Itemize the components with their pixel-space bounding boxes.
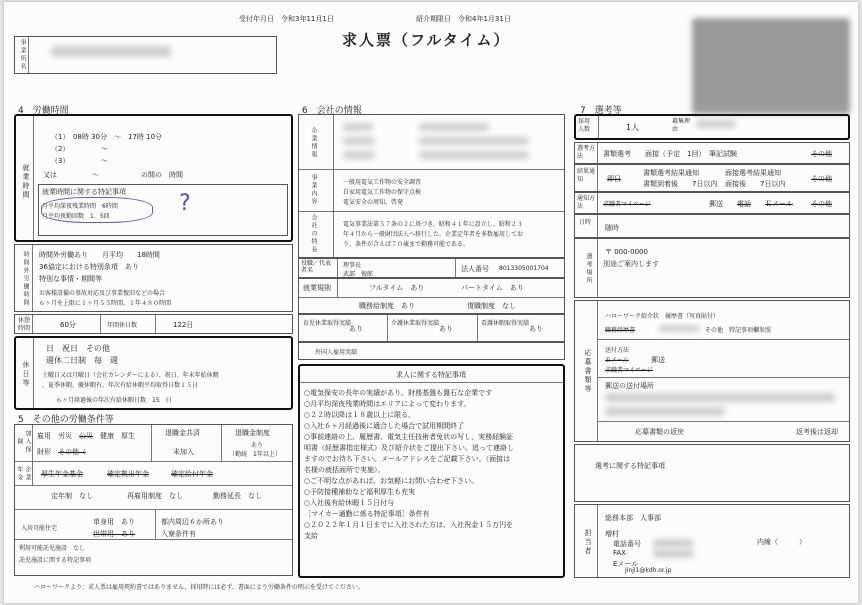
section-7-title: 7 選考等 bbox=[580, 106, 622, 116]
company-info-box: 企業情報 事業内容 一般用電気工作物の安全調査 自家用電気工作物の保守点検 電気安全の周知、啓発 会社の特長 電気事業法第５７条の２に基づき、昭和４１年に設立し、昭和２３ 年４月から一般財団法人へ移行した。企業定年者を多数雇用してお り、条件が合えば７０歳まで勤務可能である。 bbox=[298, 114, 565, 258]
page-title: 求人票（フルタイム） bbox=[342, 31, 511, 49]
holidays-box: 休日等 日 祝日 その他 週休二日制 毎 週 土曜日又は月曜日（会社カレンダーによる）、祝日、年末年始休暇 、夏季休暇、慶休暇有、年次有給休暇平均取得日数１５日 ６ヶ月経過後の年次有給休暇日数 15 日 bbox=[14, 336, 293, 410]
hire-count-box: 採用人数 1人 募集理由 bbox=[574, 114, 850, 140]
section-6-title: 6 会社の情報 bbox=[302, 106, 362, 116]
application-docs-box: 応募書類等 ハローワーク紹介状 履歴書（写真貼付） 職務経歴書 その他 特記事項欄参照 送付方法 Ｅメール 郵送 求職者マイページ 郵送の送付場所 応募書類の返戻 返考後は返却 bbox=[574, 300, 850, 442]
hours-special-box: 就業時間に関する特記事項 月平均深夜残業時間 6時間 月平均夜勤回数 1．5回 ? bbox=[38, 184, 288, 236]
shift-3: （3） 〜 bbox=[51, 157, 108, 165]
foreign-row: 外国人雇用実績 bbox=[298, 342, 565, 360]
contact-email: Jinji1@kdh.or.jp bbox=[625, 567, 672, 574]
selection-place-box: 選考場所 〒 000-0000 別途ご案内します bbox=[574, 238, 850, 298]
working-hours-box: 就業時間 （1） 08時 30分 〜 17時 10分 （2） 〜 （3） 〜 又は 〜 の間の 時間 就業時間に関する特記事項 月平均深夜残業時間 6時間 月平均夜勤回数 1．5回 ? bbox=[14, 114, 293, 242]
overtime-box: 時間外労働時間 時間外労働あり 月平均 18時間 36協定における特別条項 あり 特別な事情・期間等 お客様設備の事故対応及び事業復旧などの場合 ６ヶ月を上限に１ヶ月５５時間、１年４８０時間 bbox=[14, 244, 293, 312]
leave-row: 育児休業取得実績 あり 介護休業取得実績 あり 看護休暇取得実績 あり bbox=[298, 314, 565, 342]
date-row: 日時 随時 bbox=[574, 214, 850, 238]
section-4-title: 4 労働時間 bbox=[18, 106, 69, 116]
redacted-corner-block bbox=[692, 18, 850, 114]
shift-2: （2） 〜 bbox=[51, 145, 108, 153]
result-notify-row: 結果通知 即日 書類選考結果通知 書類到着後 7日以内 面接選考結果通知 面接後 7日以内 その他 bbox=[574, 164, 850, 192]
job-posting-sheet bbox=[4, 2, 858, 603]
office-name-box: 事業所名 bbox=[14, 36, 277, 74]
other-conditions-box: 加入保険 雇用 労災 公災 健康 厚生 財形 その他（ 退職金共済 未加入 退職金制度 あり （勤続 1年以上） 企業年金 厚生年金基金 確定拠出年金 確定給付年金 定年制 なし 再雇用制度 なし 勤務延長 なし 入居可能住宅 単身用 あり 世帯用 あり 都内周辺６か所あり 入寮条件有 利用可能託児施設 なし 託児施設に関する特記事項 bbox=[14, 424, 293, 576]
selection-method-row: 選考方法 書類選考 面接（予定 1回） 筆記試験 その他 bbox=[574, 142, 850, 164]
special-notes-box: 求人に関する特記事項 ○電気保安の長年の実績があり、財務基盤も盤石な企業です ○月平均深夜残業時間はエリアによって変わります。 ○２２時以降は１８歳以上に限る。 ○入社６ヶ月経過後に適合した場合で試用期間終了 ○事前連絡の上、履歴書、電気主任技術者免状の写し、実務経験証 明書（経歴書指定様式）及び紹介状をご提出下さい。追って連絡し ますのでお待ち下さい。メールアドレスをご記載下さい。（面接は 名様の就括面所で実施）。 ○ご不明な点があれば、お気軽にお問い合わせ下さい。 ○予防接種補助など福利厚生も充実 ○入社後有給休暇１５日付与 ［マイカー通勤に係る特記事項］条件有 ○２０２２年１月１日までに入社された方は、入社祝金１５万円を 支給 bbox=[298, 364, 565, 578]
shift-or: 又は 〜 の間の 時間 bbox=[43, 171, 183, 179]
break-box: 休憩時間 60分 年間休日数 122日 bbox=[14, 314, 293, 334]
contact-box: 担当者 総務本部 人事部 増村 電話番号 内線（ ） FAX Eメール Jinji1@kdh.or.jp bbox=[574, 504, 850, 578]
redacted-office-name bbox=[51, 46, 171, 57]
handwritten-mark: ? bbox=[179, 191, 191, 216]
shift-1: （1） 08時 30分 〜 17時 10分 bbox=[51, 133, 163, 141]
rules-row: 就業規則 フルタイム あり パートタイム あり 職務給制度 あり 復職制度 なし bbox=[298, 278, 565, 314]
footer-note: ハローワークより：求人票は雇用契約書ではありません。採用時には必ず、書面により労働条件の明示を受けてください。 bbox=[34, 584, 364, 591]
officer-row: 役職／代表者名 理事長 武部 俊郎 法人番号 8013305001704 bbox=[298, 258, 565, 278]
handwritten-circle bbox=[41, 197, 153, 223]
section-5-title: 5 その他の労働条件等 bbox=[18, 415, 114, 425]
deadline-date: 紹介期限日 令和4年1月31日 bbox=[416, 15, 511, 23]
received-date: 受付年月日 令和3年11月1日 bbox=[239, 15, 334, 23]
notify-method-row: 通知方法 求職者マイページ 郵送 電話 Ｅメール その他 bbox=[574, 192, 850, 214]
insurance-items: 雇用 労災 公災 健康 厚生 bbox=[37, 432, 135, 440]
selection-notes-box: 選考に関する特記事項 bbox=[574, 444, 850, 502]
